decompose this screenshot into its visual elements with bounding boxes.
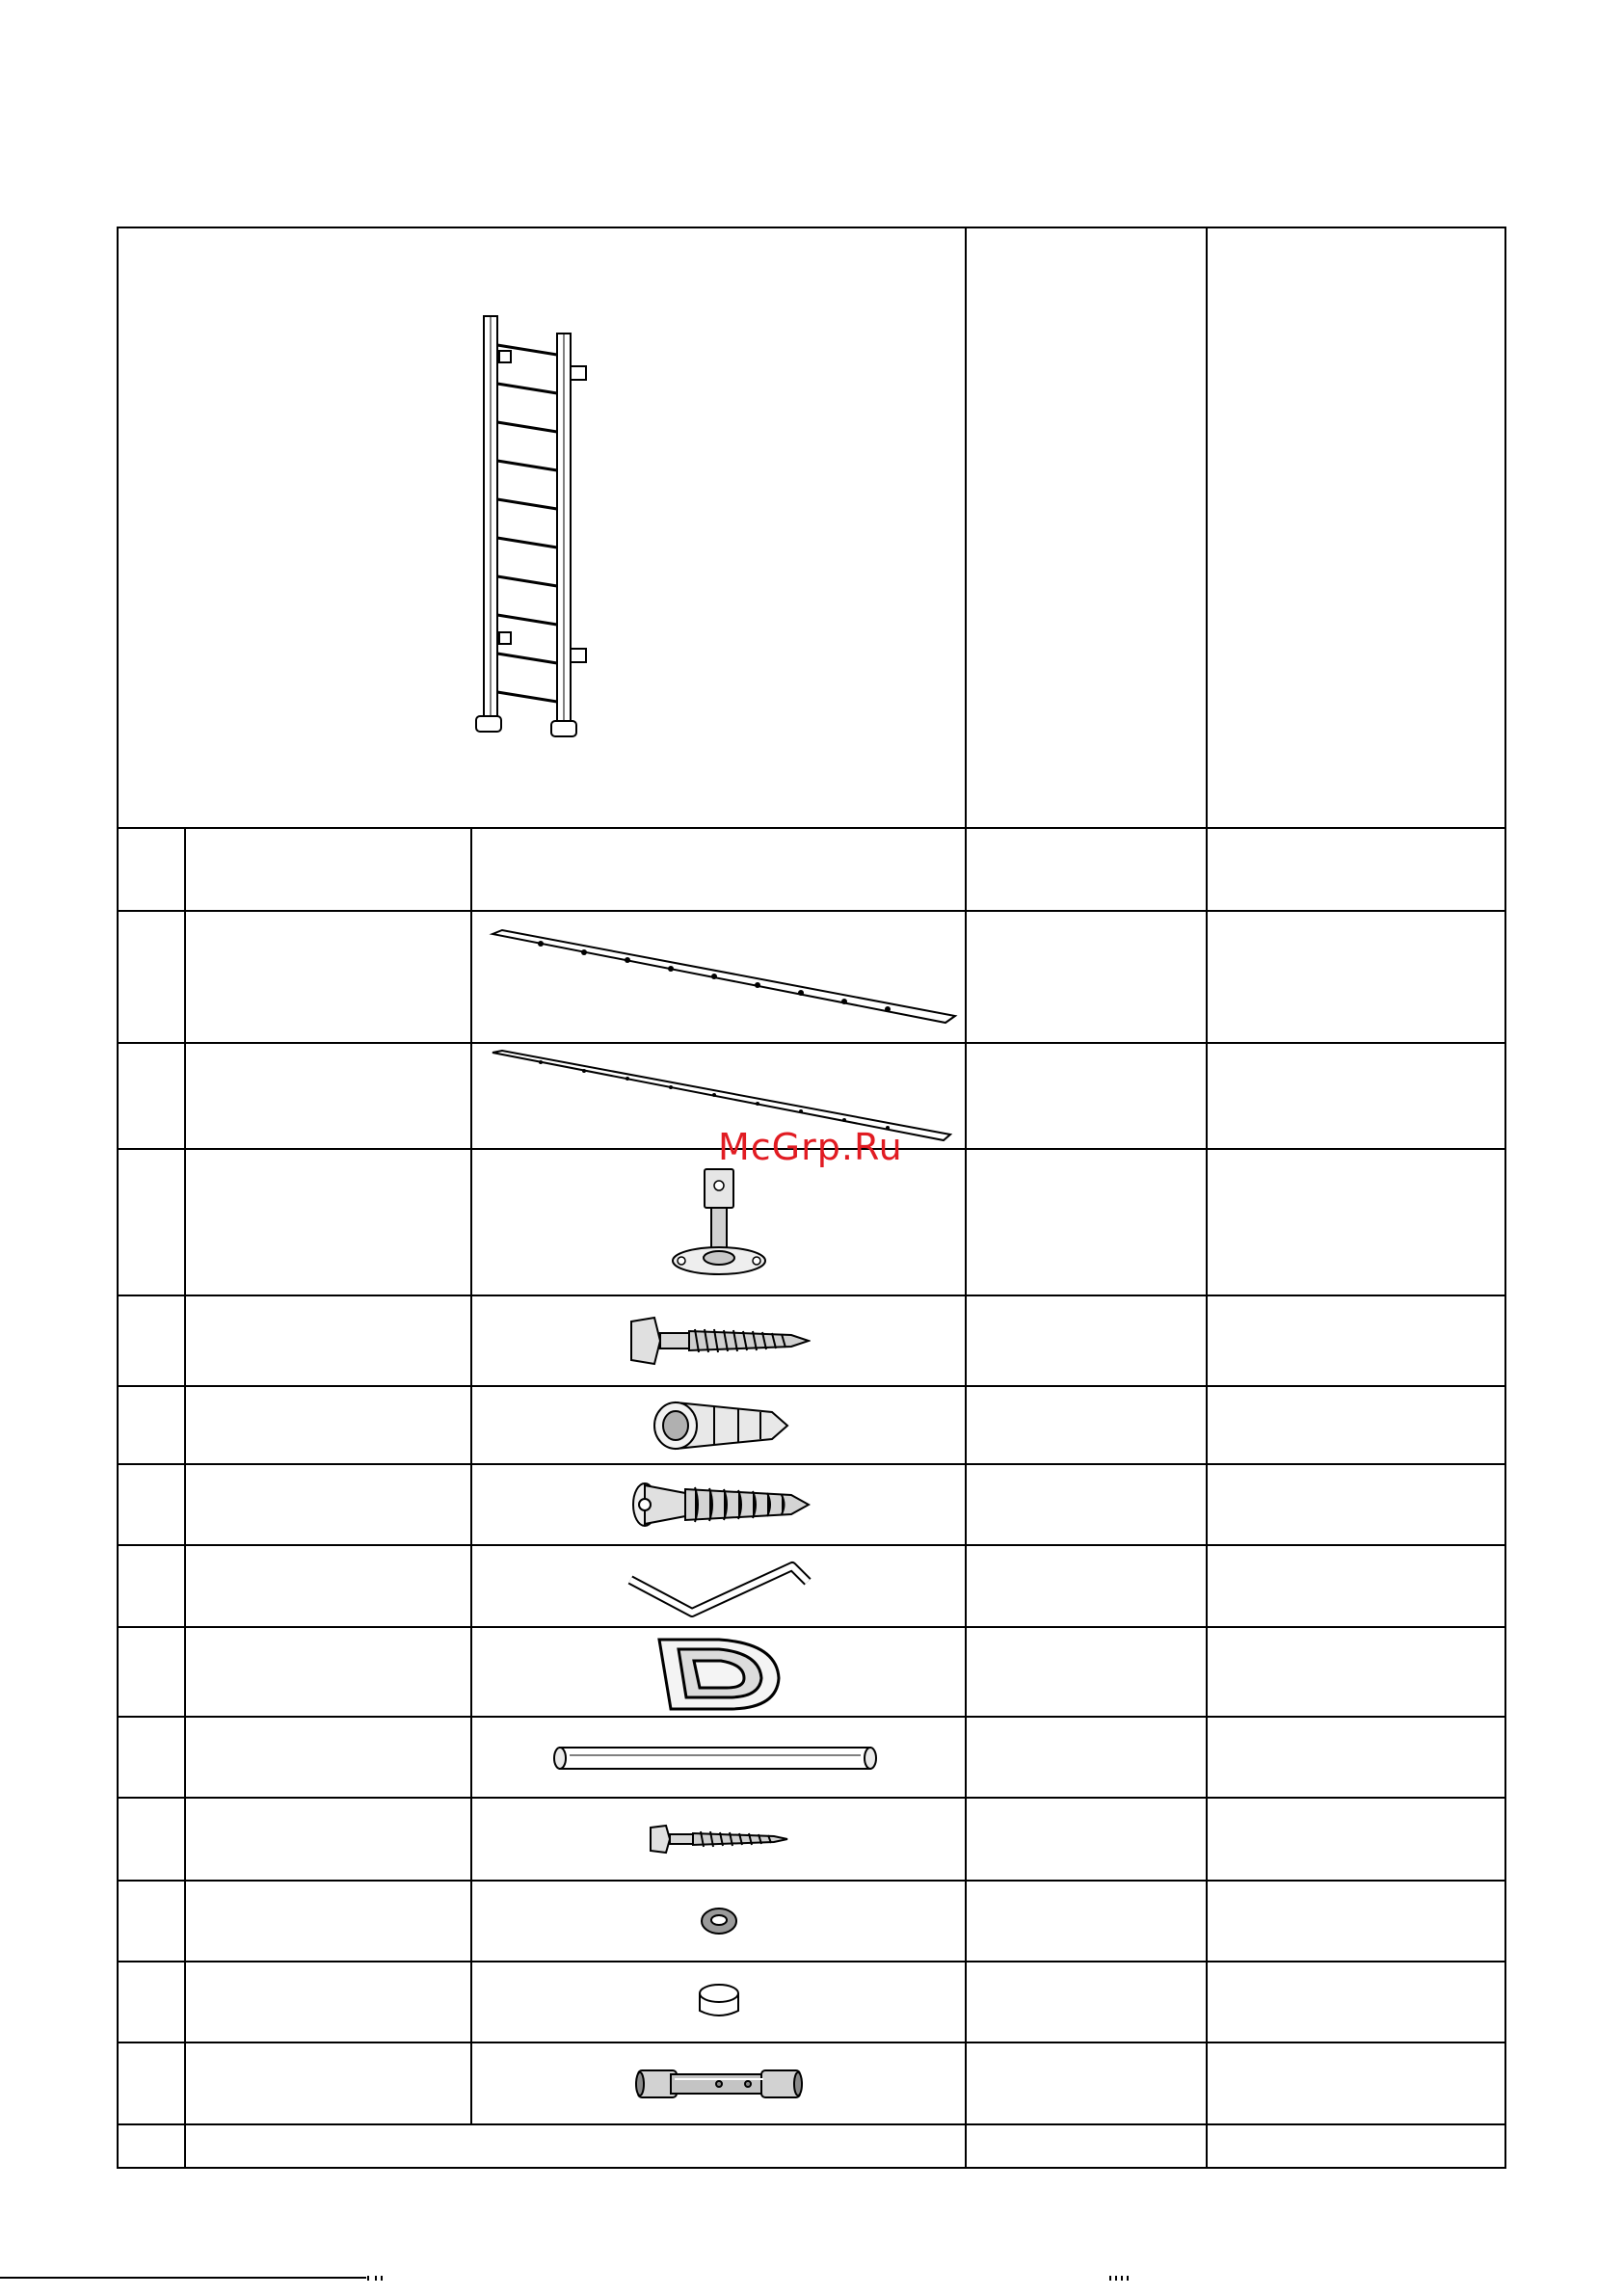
part-image-cell (471, 1295, 966, 1386)
part-image-cell (471, 1545, 966, 1627)
part-name-cell (185, 911, 471, 1043)
part-no-cell (118, 1386, 185, 1464)
part-no-cell (118, 1627, 185, 1717)
part-image-cell (471, 1962, 966, 2042)
part-name-cell (185, 1043, 471, 1149)
wall-plug-icon (647, 1395, 791, 1456)
total-note-cell (1207, 2124, 1505, 2168)
part-name-cell (185, 1149, 471, 1295)
part-row (118, 1545, 1505, 1627)
part-note-cell (1207, 1149, 1505, 1295)
wall-ladder-icon (445, 307, 638, 750)
long-rail-icon (478, 924, 960, 1030)
part-name-cell (185, 1386, 471, 1464)
footer-rule (0, 2277, 366, 2279)
box-wrench-icon (632, 2063, 806, 2105)
part-qty-cell (966, 1627, 1207, 1717)
part-row (118, 1627, 1505, 1717)
header-qty-cell (966, 828, 1207, 911)
part-note-cell (1207, 1043, 1505, 1149)
part-qty-cell (966, 1962, 1207, 2042)
overview-qty-cell (966, 227, 1207, 828)
part-image-cell (471, 1149, 966, 1295)
parts-table (117, 227, 1506, 2169)
part-qty-cell (966, 1881, 1207, 1962)
part-qty-cell (966, 1717, 1207, 1798)
part-note-cell (1207, 1386, 1505, 1464)
lag-bolt-icon (627, 1310, 811, 1372)
part-row (118, 1962, 1505, 2042)
part-qty-cell (966, 1464, 1207, 1545)
part-qty-cell (966, 911, 1207, 1043)
part-no-cell (118, 1881, 185, 1962)
part-no-cell (118, 2042, 185, 2124)
wall-bracket-icon (666, 1164, 772, 1280)
part-note-cell (1207, 1717, 1505, 1798)
part-no-cell (118, 1043, 185, 1149)
part-note-cell (1207, 1295, 1505, 1386)
part-qty-cell (966, 1043, 1207, 1149)
part-image-cell (471, 1627, 966, 1717)
part-name-cell (185, 1295, 471, 1386)
part-note-cell (1207, 1798, 1505, 1881)
header-name-cell (185, 828, 471, 911)
overview-row (118, 227, 1505, 828)
total-no-cell (118, 2124, 185, 2168)
part-image-cell (471, 1717, 966, 1798)
part-note-cell (1207, 2042, 1505, 2124)
watermark-text: McGrp.Ru (718, 1126, 903, 1168)
part-row (118, 1717, 1505, 1798)
header-note-cell (1207, 828, 1505, 911)
part-row (118, 1386, 1505, 1464)
header-no-cell (118, 828, 185, 911)
part-row (118, 2042, 1505, 2124)
part-name-cell (185, 1627, 471, 1717)
hex-key-icon (623, 1553, 815, 1620)
part-qty-cell (966, 1149, 1207, 1295)
part-row (118, 911, 1505, 1043)
washer-icon (698, 1904, 740, 1938)
footer-mark (366, 2275, 414, 2281)
part-row (118, 1881, 1505, 1962)
total-label-cell (185, 2124, 966, 2168)
part-image-cell (471, 911, 966, 1043)
footer-mark (1108, 2275, 1147, 2281)
rung-tube-icon (550, 1738, 888, 1776)
part-row (118, 1149, 1505, 1295)
part-name-cell (185, 1717, 471, 1798)
overview-note-cell (1207, 227, 1505, 828)
part-qty-cell (966, 1386, 1207, 1464)
part-row (118, 1295, 1505, 1386)
part-note-cell (1207, 1881, 1505, 1962)
part-no-cell (118, 1464, 185, 1545)
header-image-cell (471, 828, 966, 911)
part-no-cell (118, 1295, 185, 1386)
header-row (118, 828, 1505, 911)
part-qty-cell (966, 1295, 1207, 1386)
part-name-cell (185, 1881, 471, 1962)
part-name-cell (185, 1464, 471, 1545)
plug-cap-icon (690, 1978, 748, 2026)
overview-image-cell (118, 227, 966, 828)
part-image-cell (471, 1464, 966, 1545)
part-name-cell (185, 1798, 471, 1881)
part-image-cell (471, 1798, 966, 1881)
part-image-cell (471, 1881, 966, 1962)
part-name-cell (185, 1962, 471, 2042)
part-qty-cell (966, 1545, 1207, 1627)
part-no-cell (118, 911, 185, 1043)
part-image-cell (471, 1386, 966, 1464)
part-row (118, 1798, 1505, 1881)
part-note-cell (1207, 1464, 1505, 1545)
socket-screw-icon (627, 1474, 811, 1535)
part-image-cell (471, 2042, 966, 2124)
end-cap-icon (652, 1632, 786, 1713)
part-name-cell (185, 1545, 471, 1627)
total-qty-cell (966, 2124, 1207, 2168)
part-name-cell (185, 2042, 471, 2124)
part-note-cell (1207, 911, 1505, 1043)
part-row (118, 1464, 1505, 1545)
part-qty-cell (966, 1798, 1207, 1881)
part-no-cell (118, 1149, 185, 1295)
part-no-cell (118, 1798, 185, 1881)
part-no-cell (118, 1962, 185, 2042)
part-note-cell (1207, 1962, 1505, 2042)
part-no-cell (118, 1717, 185, 1798)
part-note-cell (1207, 1627, 1505, 1717)
small-bolt-icon (647, 1820, 791, 1858)
part-no-cell (118, 1545, 185, 1627)
part-note-cell (1207, 1545, 1505, 1627)
total-row (118, 2124, 1505, 2168)
part-qty-cell (966, 2042, 1207, 2124)
